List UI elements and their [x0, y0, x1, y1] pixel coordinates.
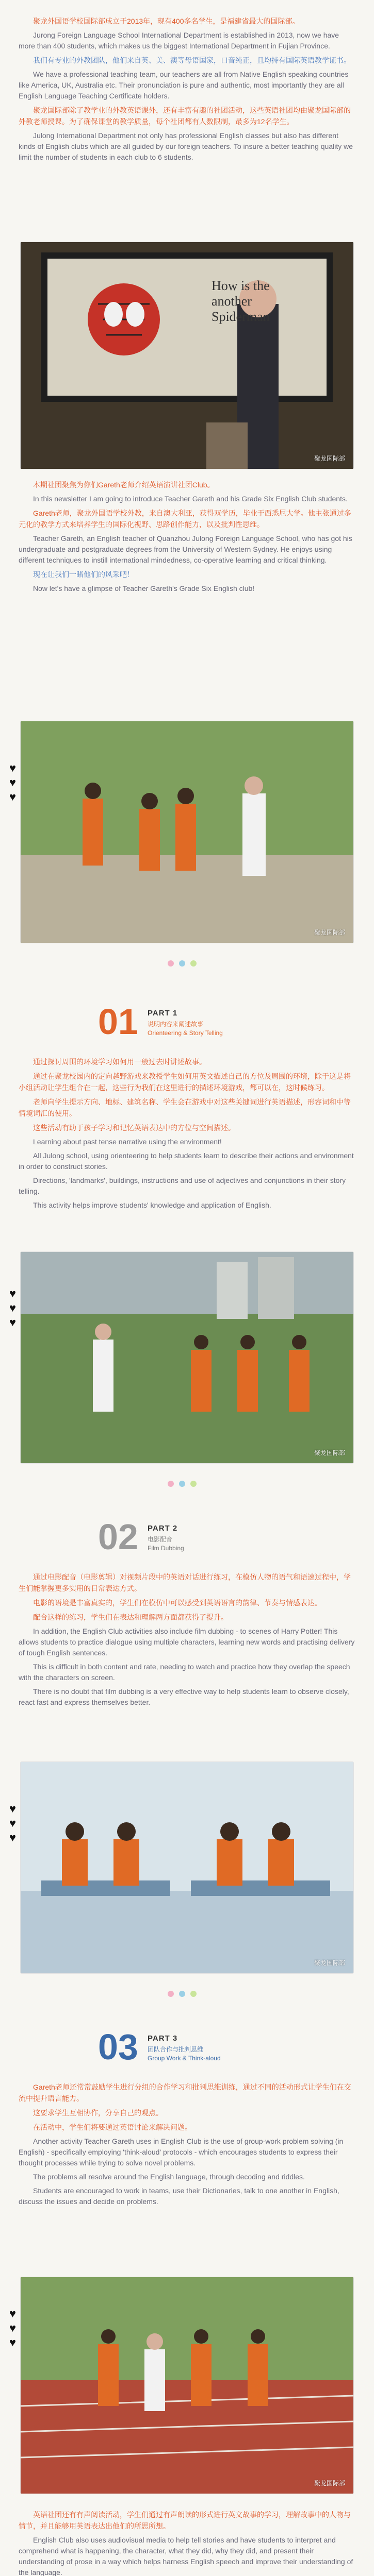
- part-3-en-2: The problems all resolve around the English language, through decoding and riddles.: [33, 2173, 305, 2181]
- classroom-illustration: [21, 242, 353, 469]
- part-3-zh-3: 在活动中，学生们将要通过英语讨论来解决问题。: [33, 2123, 192, 2131]
- heart-icon: ♥: [9, 2321, 17, 2334]
- blue-dot: [179, 960, 185, 967]
- part-2-en-1: In addition, the English Club activities also include film dubbing - to scenes of Harry Potter! This allows students to practice dialogue using multiple characters, learning new words and practising delivery of tough English sentences.: [19, 1627, 355, 1657]
- photo-watermark: 聚龙国际部: [314, 455, 345, 462]
- part-3-more-zh-1: 英语社团还有有声阅读活动，学生们通过有声朗读的形式进行英文故事的学习，理解故事中的人物与情节，并且能够用英语表达出他们的所思所想。: [19, 2511, 351, 2530]
- classroom-desk-illustration: [21, 1762, 353, 1973]
- photo-watermark: 聚龙国际部: [314, 2480, 345, 2487]
- part-3-heading: [98, 2025, 315, 2071]
- heart-icon: ♥: [9, 1316, 17, 1329]
- heart-icon: ♥: [9, 790, 17, 803]
- film-dubbing-photo: [21, 1762, 353, 1973]
- part-2-heading: [98, 1515, 315, 1561]
- part-number: 03: [98, 2027, 138, 2067]
- part-1-en-2: All Julong school, using orienteering to help students learn to describe their actions and environment in order to construct stories.: [19, 1151, 354, 1171]
- part-1-zh-4: 这些活动有助于孩子学习和记忆英语表达中的方位与空间描述。: [33, 1124, 235, 1132]
- intro-zh-1: 聚龙外国语学校国际部成立于2013年，现有400多名学生，是福建省最大的国际部。: [33, 17, 300, 25]
- part-1-en-3: Directions, 'landmarks', buildings, instructions and use of adjectives and conjunctions in their story telling.: [19, 1176, 346, 1195]
- part-zh: 说明内容来阐述故事: [148, 1021, 204, 1028]
- part-number: 02: [98, 1517, 138, 1557]
- part-3-more: [19, 2509, 355, 2576]
- section-intro-zh-3: 现在让我们一睹他们的风采吧！: [33, 570, 134, 579]
- part-2-text: [19, 1571, 355, 1711]
- part-2-en-2: This is difficult in both content and rate, needing to watch and practice how they overlap the speech with the characters on screen.: [19, 1663, 350, 1682]
- dot-divider: [168, 1479, 207, 1489]
- dot-divider: [168, 958, 207, 969]
- heart-icon: ♥: [9, 1831, 17, 1844]
- part-3-zh-1: Gareth老师还常常鼓励学生进行分组的合作学习和批判思维训练，通过不同的活动形式让学生们在交流中提升语言能力。: [19, 2083, 351, 2103]
- part-2-zh-3: 配合这样的练习，学生们在表达和理解两方面都获得了提升。: [33, 1613, 228, 1621]
- part-zh: 电影配音: [148, 1536, 173, 1543]
- part-3-text: [19, 2081, 355, 2210]
- teacher-presentation-photo: [21, 242, 353, 469]
- photo-watermark: 聚龙国际部: [314, 929, 345, 936]
- intro-en-1: Jurong Foreign Language School International Department is established in 2013, now we have more than 400 students, which makes us the biggest International Department in Fujian Province.: [19, 31, 339, 50]
- part-2-zh-2: 电影的语境是丰富真实的，学生们在模仿中可以感受到英语语言的韵律、节奏与情感表达。: [33, 1599, 322, 1607]
- orienteering-photo: [21, 1252, 353, 1463]
- blue-dot: [179, 1991, 185, 1997]
- blue-dot: [179, 1481, 185, 1487]
- intro-zh-2: 我们有专业的外教团队，他们来自英、美、澳等母语国家，口音纯正，且均持有国际英语教学证书。: [33, 56, 351, 64]
- part-title: PART 2: [148, 1524, 178, 1533]
- part-en: Orienteering & Story Telling: [148, 1029, 223, 1037]
- part-3-en-1: Another activity Teacher Gareth uses in English Club is the use of group-work problem solving (in English) - specifically employing 'think-aloud' protocols - which encourages students to express their thought processes while trying to solve novel problems.: [19, 2137, 344, 2167]
- part-2-zh-1: 通过电影配音（电影剪辑）对视频片段中的英语对话进行练习，在模仿人物的语气和语速过程中，学生们能掌握更多实用的日常表达方式。: [19, 1573, 351, 1592]
- pink-dot: [168, 1481, 174, 1487]
- part-1-zh-1: 通过探讨周围的环境学习如何用一般过去时讲述故事。: [33, 1058, 206, 1066]
- heart-icon: ♥: [9, 1301, 17, 1314]
- heart-icon: ♥: [9, 2307, 17, 2320]
- slide-text: How is the another Spiderman: [212, 278, 270, 324]
- dot-divider: [168, 1989, 207, 1999]
- part-1-zh-3: 老师向学生提示方向、地标、建筑名称、学生会在游戏中对这些关键词进行英语描述，形容词和中等情境词汇的使用。: [19, 1098, 351, 1117]
- green-dot: [190, 960, 197, 967]
- heart-icon: ♥: [9, 1802, 17, 1815]
- photo-watermark: 聚龙国际部: [314, 1959, 345, 1967]
- outdoor-students-photo: [21, 721, 353, 943]
- intro-en-2: We have a professional teaching team, our teachers are all from Native English speaking countries like America, UK, Australia etc. Their pronunciation is pure and authentic, most importantly they are all English Language Teaching Certificate holders.: [19, 70, 349, 100]
- heart-icon: ♥: [9, 776, 17, 789]
- part-1-heading: [98, 999, 315, 1046]
- photo-watermark: 聚龙国际部: [314, 1449, 345, 1456]
- heart-icon: ♥: [9, 1817, 17, 1829]
- part-3-en-3: Students are encouraged to work in teams, use their Dictionaries, talk to one another in English, discuss the issues and decide on problems.: [19, 2187, 339, 2206]
- part-number: 01: [98, 1002, 138, 1042]
- section-intro-en-3: Now let's have a glimpse of Teacher Gareth's Grade Six English club!: [33, 584, 255, 592]
- part-title: PART 1: [148, 1009, 178, 1018]
- track-illustration: [21, 2277, 353, 2494]
- part-1-en-4: This activity helps improve students' knowledge and application of English.: [33, 1201, 271, 1209]
- section-intro-en-2: Teacher Gareth, an English teacher of Quanzhou Julong Foreign Language School, who has got his undergraduate and postgraduate degrees from the University of Western Sydney. He enjoys using different techniques to instill international mindedness, co-operative learning and critical thinking.: [19, 534, 352, 564]
- intro-zh-3: 聚龙国际部除了教学业的外教英语课外，还有丰富有趣的社团活动，这些英语社团均由聚龙国际部的外教老师授课。为了确保课堂的教学质量，每个社团都有人数限制，最多为12名学生。: [19, 106, 351, 126]
- orienteering-illustration: [21, 1252, 353, 1463]
- section-intro-en-1: In this newsletter I am going to introduce Teacher Gareth and his Grade Six English Club students.: [33, 495, 348, 503]
- group-work-photo: [21, 2277, 353, 2494]
- heart-icon: ♥: [9, 2336, 17, 2349]
- part-3-zh-2: 这要求学生互相协作，分享自己的观点。: [33, 2109, 163, 2117]
- part-2-en-3: There is no doubt that film dubbing is a very effective way to help students learn to observe closely, react fast and express themselves better.: [19, 1687, 349, 1706]
- intro-section: [19, 15, 355, 166]
- heart-icon: ♥: [9, 1287, 17, 1300]
- part-title: PART 3: [148, 2034, 178, 2043]
- green-dot: [190, 1481, 197, 1487]
- pink-dot: [168, 1991, 174, 1997]
- heart-icon: ♥: [9, 761, 17, 774]
- part-1-text: [19, 1056, 355, 1214]
- section-intro-zh-1: 本期社团聚焦为你们Gareth老师介绍英语演讲社团Club。: [33, 481, 215, 489]
- part-3-more-en-1: English Club also uses audiovisual media to help tell stories and have students to interpret and comprehend what is happening, the character, what they did, why they did, and present their understanding of prose in a way which helps harness English speech and improve their understanding of the language.: [19, 2536, 353, 2576]
- section-intro: [19, 479, 355, 597]
- part-en: Film Dubbing: [148, 1545, 184, 1552]
- part-zh: 团队合作与批判思维: [148, 2046, 204, 2053]
- part-1-zh-2: 通过在聚龙校园内的定向越野游戏来教授学生如何用英文描述自己的方位及周围的环境，除于这是将小组活动让学生组合在一起，这些行为我们在这里进行的描述环境游戏，都可以在，这时候练习。: [19, 1072, 351, 1092]
- part-en: Group Work & Think-aloud: [148, 2055, 221, 2062]
- pink-dot: [168, 960, 174, 967]
- part-1-en-1: Learning about past tense narrative using the environment!: [33, 1138, 222, 1146]
- outdoor-illustration: [21, 721, 353, 943]
- section-intro-zh-2: Gareth老师，聚龙外国语学校外教，来自澳大利亚，获得双学历，毕业于西悉尼大学。他主张通过多元化的教学方式来培养学生的国际化视野、思路创作能力，以及批判性思维。: [19, 509, 351, 529]
- intro-en-3: Julong International Department not only has professional English classes but also has different kinds of English clubs which are all guided by our foreign teachers. To insure a better teaching quality we limit the number of students in each club to 6 students.: [19, 131, 353, 161]
- green-dot: [190, 1991, 197, 1997]
